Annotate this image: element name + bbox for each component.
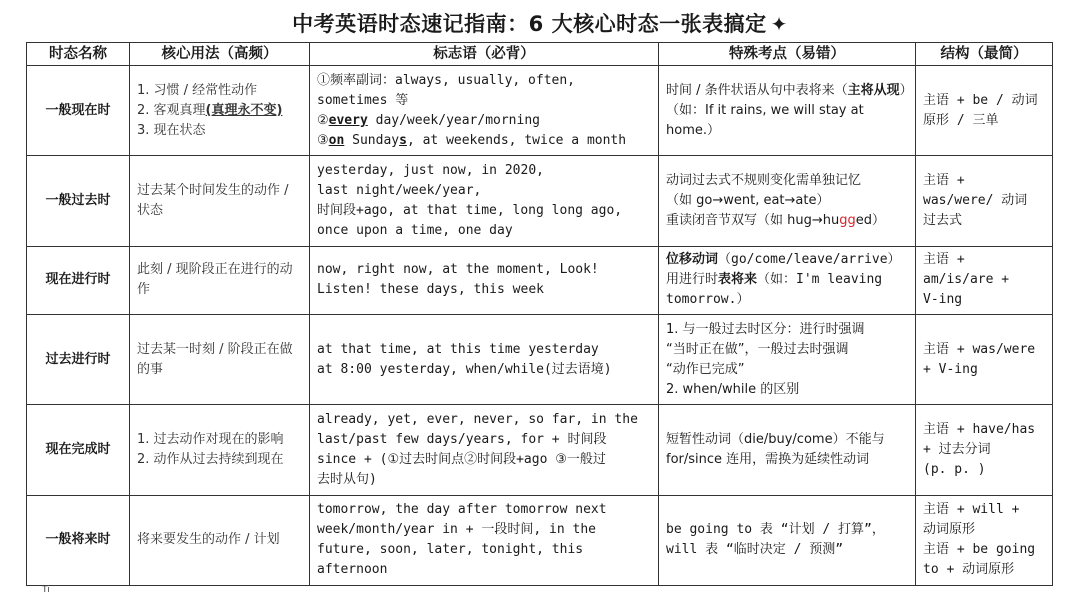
special-line xyxy=(666,250,908,270)
special-line: 2. when/while 的区别 xyxy=(666,381,800,397)
special-points xyxy=(659,314,916,404)
special-text: ）（如：If it rains, we will stay at home.） xyxy=(666,82,907,138)
structure-line: am/is/are + xyxy=(923,272,1010,288)
tense-name: 现在进行时 xyxy=(27,246,130,314)
structure xyxy=(916,66,1053,156)
signal-line xyxy=(317,131,651,151)
signal-highlight: every xyxy=(328,112,368,128)
special-points: 短暂性动词（die/buy/come）不能与 for/since 连用，需换为延续性动词 xyxy=(659,405,916,495)
special-points xyxy=(659,495,916,585)
signal-line: last night/week/year, xyxy=(317,183,482,199)
tense-table xyxy=(26,42,1053,586)
special-text: （go/come/leave/arrive） xyxy=(718,252,901,268)
core-usage: 此刻 / 现阶段正在进行的动作 xyxy=(130,246,310,314)
signal-text: Sunday xyxy=(344,132,400,148)
special-line: be going to 表 “计划 / 打算”， xyxy=(666,522,885,538)
core-usage: 过去某一时刻 / 阶段正在做的事 xyxy=(130,314,310,404)
structure-line: 主语 + xyxy=(923,173,965,189)
structure-line: 原形 / 三单 xyxy=(923,112,999,128)
usage-highlight: (真理永不变) xyxy=(205,102,283,118)
signal-words xyxy=(310,246,659,314)
usage-line: 1. 过去动作对现在的影响 xyxy=(137,431,284,447)
signal-line: week/month/year in + 一段时间, in the xyxy=(317,522,596,538)
title-text: 中考英语时态速记指南：6 大核心时态一张表搞定 xyxy=(292,12,767,36)
special-line: 动词过去式不规则变化需单独记忆 xyxy=(666,173,862,189)
signal-line: now, right now, at the moment, Look! xyxy=(317,262,599,278)
structure-line: 过去式 xyxy=(923,213,963,229)
signal-highlight: on xyxy=(328,132,345,148)
signal-line: once upon a time, one day xyxy=(317,223,513,239)
usage-text: 2. 客观真理 xyxy=(137,102,206,118)
tense-name: 一般过去时 xyxy=(27,156,130,246)
header-core-usage: 核心用法（高频） xyxy=(130,43,310,66)
signal-line: tomorrow, the day after tomorrow next xyxy=(317,502,607,518)
special-line: will 表 “临时决定 / 预测” xyxy=(666,542,844,558)
tense-name: 过去进行时 xyxy=(27,314,130,404)
signal-words xyxy=(310,405,659,495)
sparkle-icon: ✦ xyxy=(770,12,788,36)
special-red: gg xyxy=(839,213,856,229)
signal-words xyxy=(310,66,659,156)
structure-line: V-ing xyxy=(923,292,963,308)
core-usage xyxy=(130,66,310,156)
tense-name: 现在完成时 xyxy=(27,405,130,495)
special-bold: 主将从现 xyxy=(847,82,900,98)
structure-line: was/were/ 动词 xyxy=(923,193,1028,209)
structure xyxy=(916,246,1053,314)
header-row xyxy=(27,43,1053,66)
signal-line: 去时从句) xyxy=(317,471,377,487)
special-bold: 位移动词 xyxy=(666,252,719,268)
signal-text: day/week/year/morning xyxy=(367,112,540,128)
header-special-points: 特殊考点（易错） xyxy=(659,43,916,66)
signal-text: ② xyxy=(317,112,329,128)
header-structure: 结构（最简） xyxy=(916,43,1053,66)
signal-line: at that time, at this time yesterday xyxy=(317,341,599,357)
special-points xyxy=(659,156,916,246)
signal-line: at 8:00 yesterday, when/while(过去语境) xyxy=(317,361,612,377)
special-text: （如：I'm leaving tomorrow.） xyxy=(666,272,883,308)
table-row xyxy=(27,314,1053,404)
structure-line: 动词原形 xyxy=(923,522,976,538)
signal-line: Listen! these days, this week xyxy=(317,282,544,298)
special-line: （如 go→went, eat→ate） xyxy=(666,193,830,209)
header-signal-words: 标志语（必背） xyxy=(310,43,659,66)
signal-text: ③ xyxy=(317,132,329,148)
header-tense-name: 时态名称 xyxy=(27,43,130,66)
usage-line: 1. 习惯 / 经常性动作 xyxy=(137,82,258,98)
usage-line: 3. 现在状态 xyxy=(137,122,206,138)
signal-line: last/past few days/years, for + 时间段 xyxy=(317,431,607,447)
signal-text: , at weekends, twice a month xyxy=(406,132,627,148)
signal-line: since + (①过去时间点②时间段+ago ③一般过 xyxy=(317,451,606,467)
structure-line: + 过去分词 xyxy=(923,441,991,457)
special-points xyxy=(659,66,916,156)
special-text: ed） xyxy=(855,213,886,229)
special-line: “动作已完成” xyxy=(666,361,745,377)
signal-words xyxy=(310,156,659,246)
special-points xyxy=(659,246,916,314)
signal-line: sometimes 等 xyxy=(317,92,409,108)
special-text: 重读闭音节双写（如 hug→hu xyxy=(666,213,840,229)
signal-line: future, soon, later, tonight, this afternoon xyxy=(317,542,584,578)
signal-line: ①频率副词：always, usually, often, xyxy=(317,72,576,88)
special-line: “当时正在做”，一般过去时强调 xyxy=(666,341,849,357)
table-row xyxy=(27,405,1053,495)
core-usage xyxy=(130,405,310,495)
structure-line: + V-ing xyxy=(923,361,978,377)
table-row xyxy=(27,495,1053,585)
structure-line: 主语 + be / 动词 xyxy=(923,92,1038,108)
signal-line: 时间段+ago, at that time, long long ago, xyxy=(317,203,623,219)
tense-name: 一般将来时 xyxy=(27,495,130,585)
special-line: 1. 与一般过去时区分：进行时强调 xyxy=(666,321,865,337)
signal-words xyxy=(310,495,659,585)
structure-line: 主语 + have/has xyxy=(923,421,1036,437)
signal-highlight: s xyxy=(399,132,407,148)
structure-line: 主语 + was/were xyxy=(923,341,1036,357)
structure-line: 主语 + be going xyxy=(923,542,1036,558)
table-row xyxy=(27,246,1053,314)
structure-line: (p. p. ) xyxy=(923,461,986,477)
signal-line xyxy=(317,111,651,131)
special-line xyxy=(666,211,908,231)
core-usage: 过去某个时间发生的动作 / 状态 xyxy=(130,156,310,246)
special-bold: 表将来 xyxy=(718,272,758,288)
table-row xyxy=(27,156,1053,246)
structure xyxy=(916,495,1053,585)
usage-line: 2. 动作从过去持续到现在 xyxy=(137,451,284,467)
special-text: 时间 / 条件状语从句中表将来（ xyxy=(666,82,848,98)
usage-line xyxy=(137,101,302,121)
core-usage: 将来要发生的动作 / 计划 xyxy=(130,495,310,585)
special-text: 用进行时 xyxy=(666,272,719,288)
signal-line: yesterday, just now, in 2020, xyxy=(317,163,544,179)
structure xyxy=(916,314,1053,404)
table-row xyxy=(27,66,1053,156)
tense-name: 一般现在时 xyxy=(27,66,130,156)
cropped-footer-text: Ti xyxy=(42,585,50,595)
page-title xyxy=(0,6,1080,42)
signal-words xyxy=(310,314,659,404)
structure-line: 主语 + xyxy=(923,252,965,268)
signal-line: already, yet, ever, never, so far, in the xyxy=(317,411,638,427)
structure-line: 主语 + will + xyxy=(923,502,1020,518)
structure xyxy=(916,405,1053,495)
structure xyxy=(916,156,1053,246)
structure-line: to + 动词原形 xyxy=(923,562,1015,578)
